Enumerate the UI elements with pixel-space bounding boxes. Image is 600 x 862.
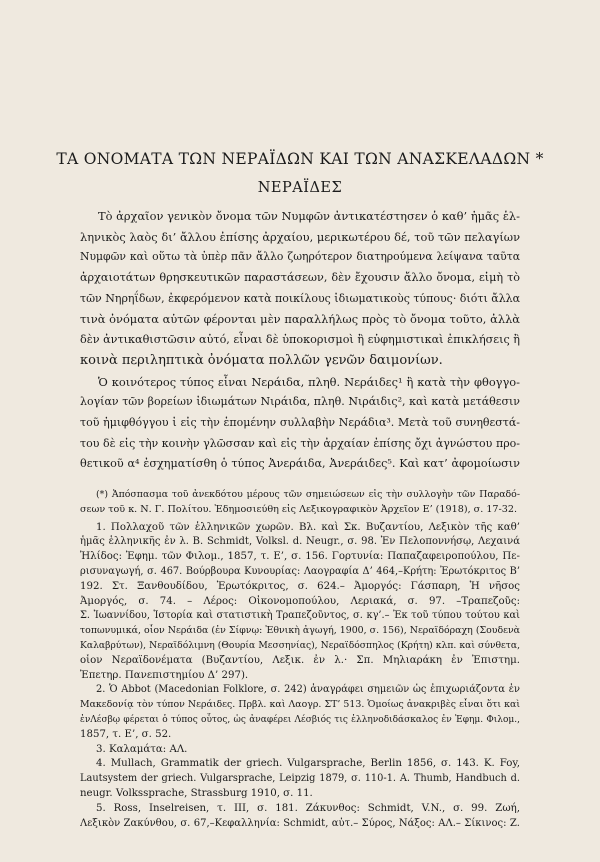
footnote-line: Καλαβρύτων), Νεραϊδόλιμνη (Θουρία Μεσσηνίας), Νεραϊδόσπηλος (Κρήτη) κλπ. καὶ σύνθετα,: [80, 639, 520, 651]
body-line: δὲν ἀντικαθιστῶσιν αὐτό, εἶναι δὲ ὑποκορισμοὶ ἢ εὐφημιστικαὶ ἐπικλήσεις ἢ: [80, 333, 520, 347]
body-line: ληνικὸς λαὸς δι’ ἄλλου ἐπίσης ἀρχαίου, μερικωτέρου δέ, τοῦ τῶν πελαγίων: [80, 229, 520, 244]
footnote-line: σεων τοῦ κ. Ν. Γ. Πολίτου. Ἐδημοσιεύθη εἰς Λεξικογραφικὸν Ἀρχεῖον Ε’ (1918), σ. 17-32.: [80, 503, 518, 515]
body-line: κοινὰ περιληπτικὰ ὀνόματα πολλῶν γενῶν δαιμονίων.: [80, 352, 443, 368]
footnote-line: 1. Πολλαχοῦ τῶν ἑλληνικῶν χωρῶν. Βλ. καὶ Σκ. Βυζαντίου, Λεξικὸν τῆς καθ’: [96, 521, 520, 533]
footnote-line: ἡμᾶς ἑλληνικῆς ἐν λ. B. Schmidt, Volksl. d. Neugr., σ. 98. Ἐν Πελοποννήσῳ, Λεχαινά: [80, 536, 520, 548]
footnote-line: τοπωνυμικά, οἷον Νεράιδα (ἐν Σίφνῳ: Ἐθνικὴ ἀγωγή, 1900, σ. 156), Νεραϊδόραχη (Σουδενὰ: [80, 625, 520, 637]
footnote-line: Ἐπετηρ. Πανεπιστημίου Δ’ 297).: [80, 669, 249, 681]
footnote-line: Ἀμοργός, σ. 74. – Λέρος: Οἰκονομοπούλου, Λεριακά, σ. 97. –Τραπεζοῦς:: [80, 595, 520, 607]
body-line: Νυμφῶν καὶ οὕτω τὰ ὑπὲρ πᾶν ἄλλο ζωηρότερον διατηρούμενα λείψανα ταῦτα: [80, 250, 520, 264]
body-line: θετικοῦ α⁴ ἐσχηματίσθη ὁ τύπος Ἀνεράιδα, Ἀνεράιδες⁵. Καὶ κατ’ ἀφομοίωσιν: [80, 457, 520, 471]
footnote-line: 192. Στ. Ξανθουδίδου, Ἐρωτόκριτος, σ. 624.– Ἀμοργός: Γάσπαρη, Ἡ νῆσος: [80, 580, 520, 592]
footnotes: [80, 488, 520, 831]
footnote-line: οἷον Νεραϊδονέματα (Βυζαντίου, Λεξικ. ἐν λ.· Σπ. Μηλιαράκη ἐν Ἐπιστημ.: [80, 654, 520, 666]
page-title: ΤΑ ΟΝΟΜΑΤΑ ΤΩΝ ΝΕΡΑΪΔΩΝ ΚΑΙ ΤΩΝ ΑΝΑΣΚΕΛΑΔΩΝ *: [56, 150, 544, 168]
section-heading: ΝΕΡΑΪΔΕΣ: [257, 180, 343, 196]
footnote-line: 4. Mullach, Grammatik der griech. Vulgarsprache, Berlin 1856, σ. 143. K. Foy,: [96, 758, 520, 770]
body-line: του δὲ εἰς τὴν κοινὴν γλῶσσαν καὶ εἰς τὴν ἀρχαίαν ἐπίσης ὄχι ἀγνώστου προ-: [80, 436, 520, 450]
body-line: ἀρχαιοτάτων θρησκευτικῶν παραστάσεων, δὲν ἔχουσιν ἄλλο ὄνομα, εἰμὴ τὸ: [80, 271, 520, 285]
footnote-line: 3. Καλαμάτα: ΑΛ.: [96, 743, 188, 755]
body-text: [80, 206, 520, 475]
footnote-line: Lautsystem der griech. Vulgarsprache, Leipzig 1879, σ. 110-1. A. Thumb, Handbuch d.: [80, 773, 520, 785]
footnote-line: 1857, τ. Ε’, σ. 52.: [80, 728, 172, 740]
footnote-line: ρισυναγωγή, σ. 467. Βούρβουρα Κυνουρίας: Λαογραφία Δ’ 464,–Κρήτη: Ἐρωτόκριτος Β’: [80, 565, 520, 577]
body-line: Τὸ ἀρχαῖον γενικὸν ὄνομα τῶν Νυμφῶν ἀντικατέστησεν ὁ καθ’ ἡμᾶς ἑλ-: [98, 209, 520, 223]
footnote-line: Λεξικὸν Ζακύνθου, σ. 67,–Κεφαλληνία: Schmidt, αὐτ.– Σύρος, Νάξος: ΑΛ.– Σίκινος: Ζ.: [80, 817, 520, 829]
body-line: λογίαν τῶν βορείων ἰδιωμάτων Νιράιδα, πληθ. Νιράιδις², καὶ κατὰ μετάθεσιν: [80, 395, 520, 409]
footnote-line: ἐνΛέσβῳ φέρεται ὁ τύπος οὗτος, ὡς ἀναφέρει Λέσβιός τις ἑλληνοδιδάσκαλος ἐν Ἐφημ. Φιλομ.,: [80, 714, 520, 725]
body-line: τινὰ ὀνόματα αὐτῶν φέρονται μὲν παραλλήλως πρὸς τὸ ὄνομα τοῦτο, ἀλλὰ: [80, 312, 520, 327]
body-line: τοῦ ἡμιφθόγγου ἰ εἰς τὴν ἑπομένην συλλαβὴν Νεράδια³. Μετὰ τοῦ συνηθεστά-: [80, 415, 520, 429]
footnote-line: Ἠλίδος: Ἐφημ. τῶν Φιλομ., 1857, τ. Ε’, σ. 156. Γορτυνία: Παπαζαφειροπούλου, Πε-: [80, 551, 520, 563]
body-line: Ὁ κοινότερος τύπος εἶναι Νεράιδα, πληθ. Νεράιδες¹ ἢ κατὰ τὴν φθογγο-: [98, 374, 520, 389]
footnote-line: Μακεδονίᾳ τὸν τύπον Νεράιδες. Πρβλ. καὶ Λαογρ. ΣΤ’ 513. Ὁμοίως ἀνακριβὲς εἶναι ὅτι καὶ: [80, 699, 520, 711]
body-line: τῶν Νηρηΐδων, ἐκφερόμενον κατὰ ποικίλους ἰδιωματικοὺς τύπους· διότι ἄλλα: [80, 291, 520, 305]
footnote-line: neugr. Volkssprache, Strassburg 1910, σ. 11.: [80, 787, 313, 799]
footnote-line: Σ. Ἰωαννίδου, Ἱστορία καὶ στατιστικὴ Τραπεζοῦντος, σ. κγ’.– Ἐκ τοῦ τύπου τούτου καὶ: [80, 610, 520, 622]
footnote-line: 5. Ross, Inselreisen, τ. III, σ. 181. Ζάκυνθος: Schmidt, V.N., σ. 99. Ζωή,: [96, 802, 520, 814]
footnote-line: (*) Ἀπόσπασμα τοῦ ἀνεκδότου μέρους τῶν σημειώσεων εἰς τὴν συλλογὴν τῶν Παραδό-: [96, 489, 520, 500]
footnote-line: 2. Ὁ Abbot (Macedonian Folklore, σ. 242) ἀναγράφει σημειῶν ὡς ἐπιχωριάζοντα ἐν: [96, 684, 520, 696]
